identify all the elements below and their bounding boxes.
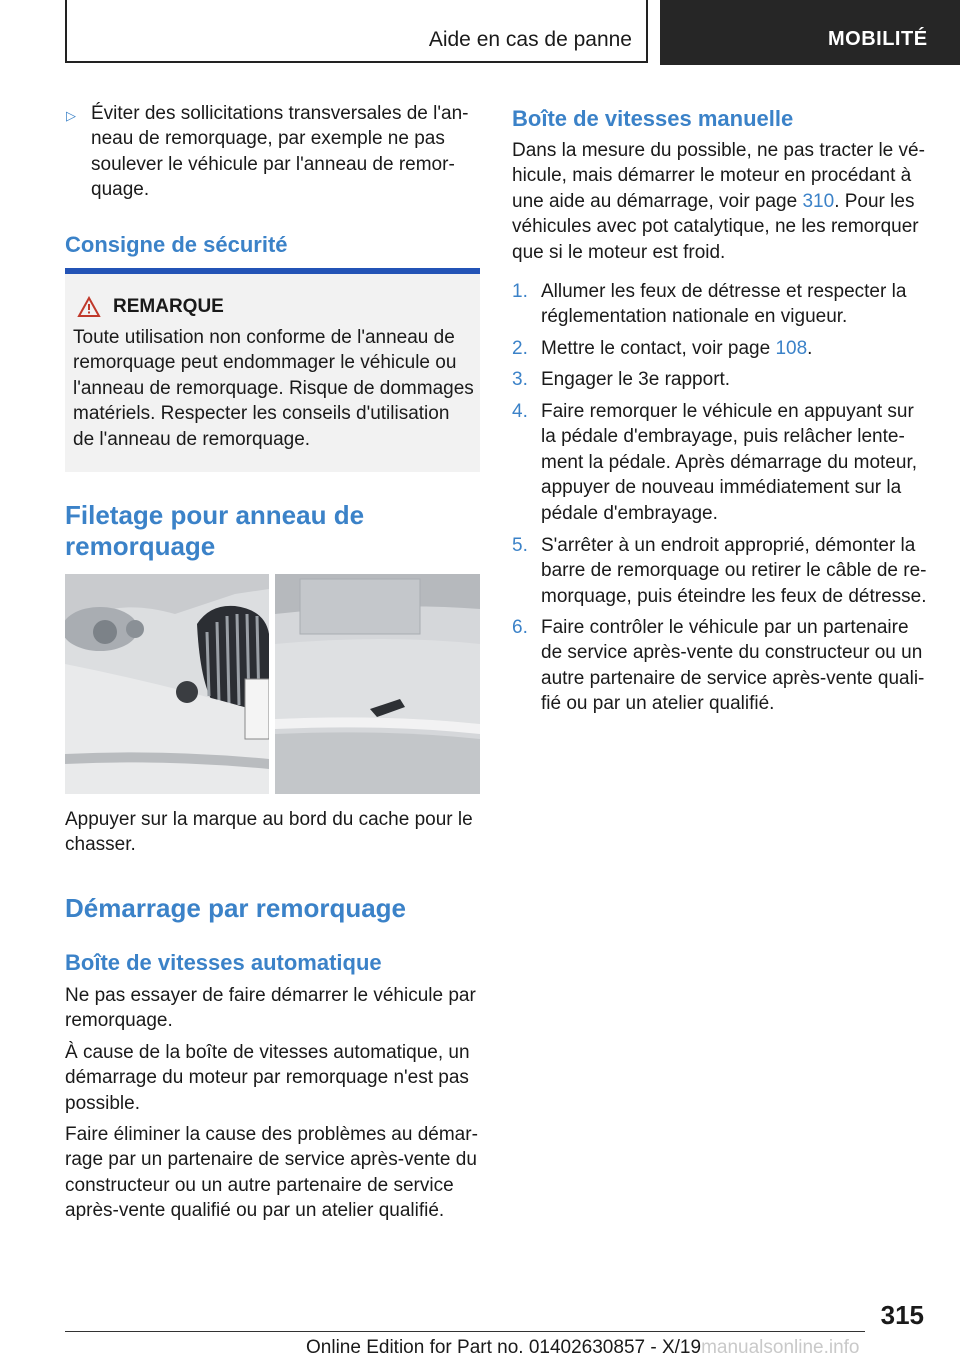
manual-intro: Dans la mesure du possible, ne pas tracter le vé- hicule, mais démarrer le moteur en procédant à une aide au démarrage, voir page 310. Pour les véhicules avec pot catalytique, ne les remorquer que si le moteur est froid. bbox=[512, 140, 925, 263]
list-number: 3. bbox=[512, 369, 528, 390]
list-number: 1. bbox=[512, 281, 528, 302]
header-section-title: Aide en cas de panne bbox=[428, 28, 632, 51]
list-number: 5. bbox=[512, 535, 528, 556]
automatic-heading: Boîte de vitesses automatique bbox=[65, 950, 382, 975]
list-number: 6. bbox=[512, 617, 528, 638]
header-chapter-label: MOBILITÉ bbox=[828, 28, 928, 50]
photo-caption: Appuyer sur la marque au bord du cache pour le chasser. bbox=[65, 809, 473, 856]
list-number: 4. bbox=[512, 401, 528, 422]
footer-rule bbox=[65, 1331, 865, 1332]
page-number: 315 bbox=[880, 1300, 924, 1330]
thread-heading: Filetage pour anneau de remorquage bbox=[65, 500, 365, 561]
safety-heading: Consigne de sécurité bbox=[65, 232, 288, 257]
warning-triangle-icon bbox=[77, 296, 101, 318]
footer-edition: Online Edition for Part no. 01402630857 - X/19manualsonline.info bbox=[306, 1337, 860, 1358]
footer-watermark: manualsonline.info bbox=[701, 1337, 860, 1358]
manual-heading: Boîte de vitesses manuelle bbox=[512, 106, 794, 131]
tow-eye-cover-photo bbox=[65, 574, 480, 794]
warning-title: REMARQUE bbox=[113, 296, 224, 317]
automatic-paragraph-1: Ne pas essayer de faire démarrer le véhicule par remorquage. bbox=[65, 985, 476, 1032]
automatic-paragraph-2: À cause de la boîte de vitesses automatique, un démarrage du moteur par remorquage n'est pas possible. bbox=[65, 1042, 470, 1114]
page-link-108[interactable]: 108 bbox=[775, 338, 808, 359]
list-number: 2. bbox=[512, 338, 528, 359]
bullet-paragraph: Éviter des sollicitations transversales de l'an- neau de remorquage, par exemple ne pas soulever le véhicule par l'anneau de remor- quage. bbox=[91, 103, 469, 201]
bullet-triangle-icon: ▷ bbox=[66, 108, 76, 123]
warning-text: Toute utilisation non conforme de l'anneau de remorquage peut endommager le véhicule ou l'anneau de remorquage. Risque de dommages matériels. Respecter les conseils d'utilisation de l'anneau de remorquage. bbox=[73, 327, 474, 450]
header-chapter-tab bbox=[660, 0, 960, 65]
tow-start-heading: Démarrage par remorquage bbox=[65, 893, 407, 923]
page-link-310[interactable]: 310 bbox=[802, 190, 835, 212]
automatic-paragraph-3: Faire éliminer la cause des problèmes au démar- rage par un partenaire de service après-vente du constructeur ou un autre partenaire de service après-vente qualifié ou par un atelier qualifié. bbox=[65, 1124, 478, 1222]
